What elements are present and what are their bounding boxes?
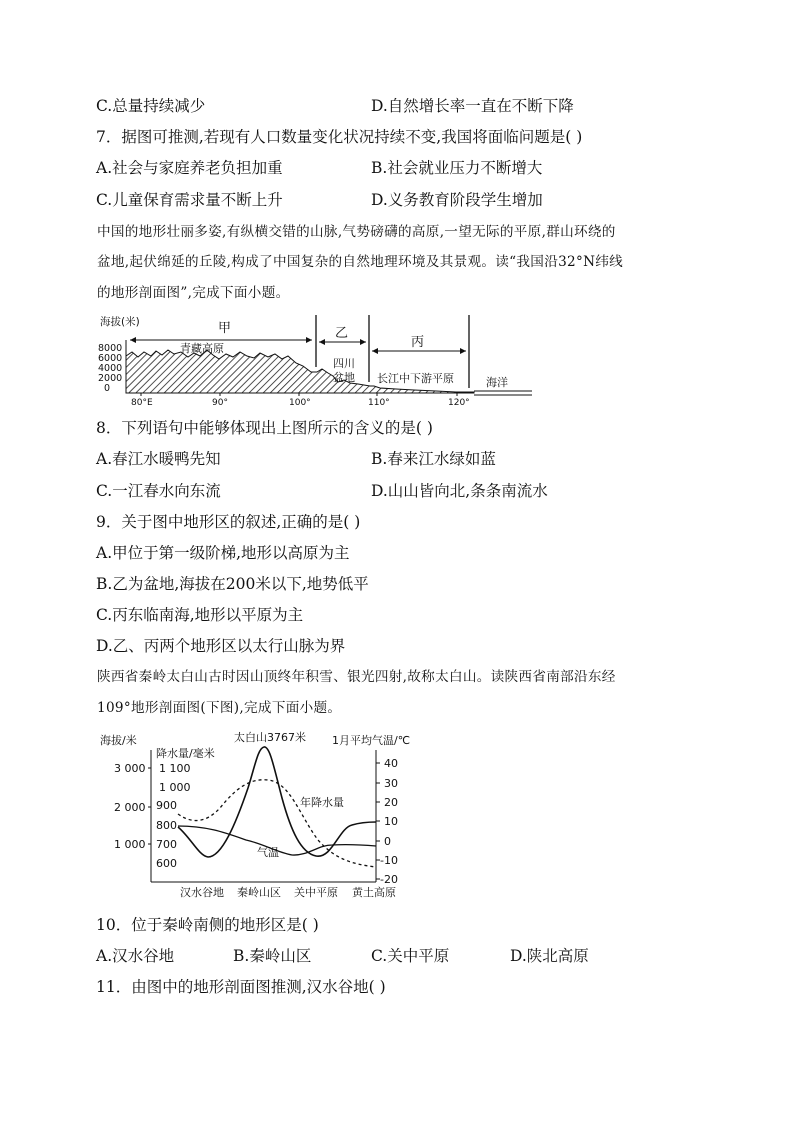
- figure1-label-ocean: 海洋: [486, 376, 508, 389]
- figure1-xtick-110: 110°: [368, 398, 390, 406]
- figure1-ytick-4000: 4000: [98, 363, 123, 374]
- figure2-precip-tick-700: 700: [156, 838, 177, 851]
- q9-option-b: B.乙为盆地,海拔在200米以下,地势低平: [96, 575, 369, 593]
- q7-option-d: D.义务教育阶段学生增加: [371, 191, 543, 209]
- figure1-region-yi: 乙: [335, 326, 349, 341]
- figure2-temp-curve-label: 气温: [257, 846, 279, 859]
- q9-option-c: C.丙东临南海,地形以平原为主: [96, 606, 304, 624]
- q9-option-d: D.乙、丙两个地形区以太行山脉为界: [96, 637, 346, 655]
- figure1-label-plain: 长江中下游平原: [377, 372, 454, 385]
- q8-option-c: C.一江春水向东流: [96, 482, 221, 500]
- figure2-precip-tick-1000: 1 000: [159, 781, 191, 794]
- figure2-temp-tick-40: 40: [384, 757, 398, 770]
- q7-option-b: B.社会就业压力不断增大: [371, 159, 543, 177]
- figure1-label-basin-2: 盆地: [333, 371, 355, 384]
- q8-stem: 8．下列语句中能够体现出上图所示的含义的是( ): [96, 419, 433, 437]
- intro2-line2: 109°地形剖面图(下图),完成下面小题。: [97, 700, 342, 716]
- figure1-ytick-2000: 2000: [98, 373, 123, 384]
- figure1-label-plateau: 青藏高原: [180, 342, 224, 355]
- figure2-precip-tick-800: 800: [156, 819, 177, 832]
- q10-stem: 10．位于秦岭南侧的地形区是( ): [96, 916, 319, 934]
- figure2-region-hanshui: 汉水谷地: [180, 886, 224, 899]
- figure1-ylabel: 海拔(米): [100, 316, 140, 328]
- q7-stem: 7．据图可推测,若现有人口数量变化状况持续不变,我国将面临问题是( ): [96, 128, 583, 146]
- figure1-ytick-0: 0: [104, 383, 111, 394]
- figure2-temp-tick-minus20: -20: [380, 873, 398, 886]
- q10-option-b: B.秦岭山区: [233, 947, 312, 965]
- shaanxi-109e-profile-figure: [96, 728, 426, 903]
- q9-stem: 9．关于图中地形区的叙述,正确的是( ): [96, 513, 361, 531]
- figure1-ocean: [474, 391, 532, 395]
- figure1-label-basin-1: 四川: [333, 357, 355, 370]
- intro2-line1: 陕西省秦岭太白山古时因山顶终年积雪、银光四射,故称太白山。读陕西省南部沿东经: [97, 669, 616, 685]
- q10-option-d: D.陕北高原: [510, 947, 589, 965]
- q10-option-c: C.关中平原: [371, 947, 450, 965]
- figure2-temp-label: 1月平均气温/℃: [332, 734, 411, 747]
- figure2-elev-tick-2000: 2 000: [114, 801, 146, 814]
- figure2-temp-tick-0: 0: [384, 835, 391, 848]
- figure1-xtick-80e: 80°E: [131, 398, 153, 406]
- figure2-peak-label: 太白山3767米: [234, 731, 306, 744]
- intro1-line1: 中国的地形壮丽多姿,有纵横交错的山脉,气势磅礴的高原,一望无际的平原,群山环绕的: [97, 224, 616, 240]
- figure2-precip-tick-1100: 1 100: [159, 762, 191, 775]
- q6-option-c: C.总量持续减少: [96, 97, 206, 115]
- figure1-xtick-90: 90°: [212, 398, 228, 406]
- intro1-line3: 的地形剖面图”,完成下面小题。: [97, 285, 290, 301]
- figure2-precip-tick-600: 600: [156, 857, 177, 870]
- figure2-elevation-curve: [178, 747, 376, 857]
- q8-option-d: D.山山皆向北,条条南流水: [371, 482, 548, 500]
- q11-stem: 11．由图中的地形剖面图推测,汉水谷地( ): [96, 978, 386, 996]
- figure2-region-loess: 黄土高原: [352, 886, 396, 899]
- figure1-ytick-8000: 8000: [98, 343, 123, 354]
- figure2-temp-tick-20: 20: [384, 796, 398, 809]
- figure2-temp-tick-minus10: -10: [380, 854, 398, 867]
- q10-option-a: A.汉水谷地: [96, 947, 175, 965]
- figure1-xtick-100: 100°: [289, 398, 311, 406]
- figure2-rain-curve-label: 年降水量: [300, 796, 344, 809]
- q9-option-a: A.甲位于第一级阶梯,地形以高原为主: [96, 544, 350, 562]
- figure2-temp-tick-30: 30: [384, 777, 398, 790]
- q8-option-b: B.春来江水绿如蓝: [371, 450, 496, 468]
- figure1-region-jia: 甲: [218, 321, 232, 336]
- figure1-xtick-120: 120°: [448, 398, 470, 406]
- q7-option-c: C.儿童保育需求量不断上升: [96, 191, 283, 209]
- q6-option-d: D.自然增长率一直在不断下降: [371, 97, 574, 115]
- figure2-elev-tick-3000: 3 000: [114, 762, 146, 775]
- figure2-temp-tick-10: 10: [384, 815, 398, 828]
- figure2-region-guanzhong: 关中平原: [294, 886, 338, 899]
- figure2-precip-tick-900: 900: [156, 799, 177, 812]
- figure2-elev-tick-1000: 1 000: [114, 838, 146, 851]
- terrain-profile-32n-figure: [96, 312, 536, 406]
- figure2-elev-label: 海拔/米: [100, 734, 137, 747]
- figure1-region-bing: 丙: [411, 335, 425, 350]
- figure1-ytick-6000: 6000: [98, 353, 123, 364]
- q7-option-a: A.社会与家庭养老负担加重: [96, 159, 283, 177]
- figure2-precip-label: 降水量/毫米: [156, 747, 215, 760]
- q8-option-a: A.春江水暖鸭先知: [96, 450, 221, 468]
- intro1-line2: 盆地,起伏绵延的丘陵,构成了中国复杂的自然地理环境及其景观。读“我国沿32°N纬线: [97, 254, 624, 270]
- figure2-region-qinling: 秦岭山区: [237, 886, 281, 899]
